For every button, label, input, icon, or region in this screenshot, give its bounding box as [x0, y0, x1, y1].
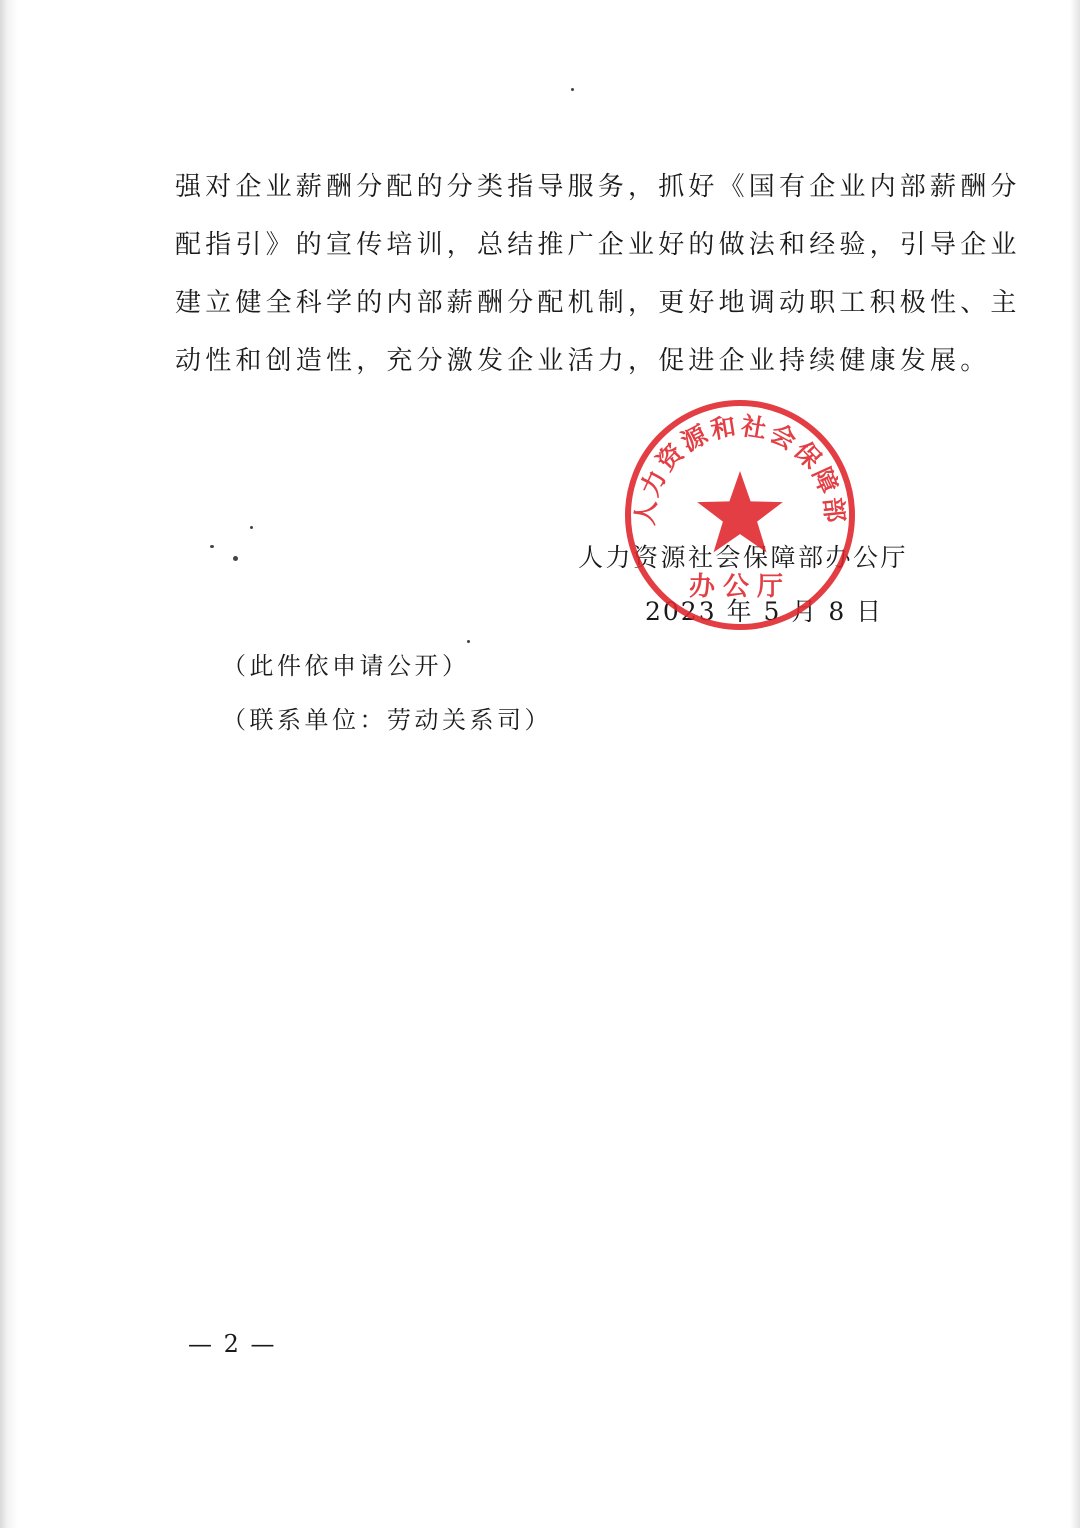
body-line-2: 配指引》的宣传培训，总结推广企业好的做法和经验，引导企业	[175, 230, 1021, 260]
disclosure-note: （此件依申请公开）	[222, 652, 470, 680]
official-seal	[620, 395, 860, 635]
scan-speck	[233, 556, 238, 561]
issuer-name: 人力资源社会保障部办公厅	[578, 543, 909, 572]
body-line-1: 强对企业薪酬分配的分类指导服务，抓好《国有企业内部薪酬分	[175, 172, 1021, 202]
page-number: — 2 —	[188, 1330, 277, 1358]
contact-note: （联系单位：劳动关系司）	[222, 706, 552, 734]
scan-speck	[467, 640, 470, 643]
scan-speck	[571, 88, 574, 91]
scan-edge-left	[0, 0, 18, 1528]
svg-text:人力资源和社会保障部: 人力资源和社会保障部	[630, 411, 850, 527]
scan-speck	[250, 526, 253, 529]
issue-date: 2023 年 5 月 8 日	[645, 597, 884, 626]
body-paragraph	[175, 158, 1021, 390]
svg-text:办公厅: 办公厅	[688, 572, 792, 602]
body-line-4: 动性和创造性，充分激发企业活力，促进企业持续健康发展。	[175, 346, 991, 376]
scan-edge-right	[1070, 0, 1080, 1528]
scan-speck	[210, 545, 214, 548]
star-icon	[697, 471, 783, 552]
body-line-3: 建立健全科学的内部薪酬分配机制，更好地调动职工积极性、主	[175, 288, 1021, 318]
